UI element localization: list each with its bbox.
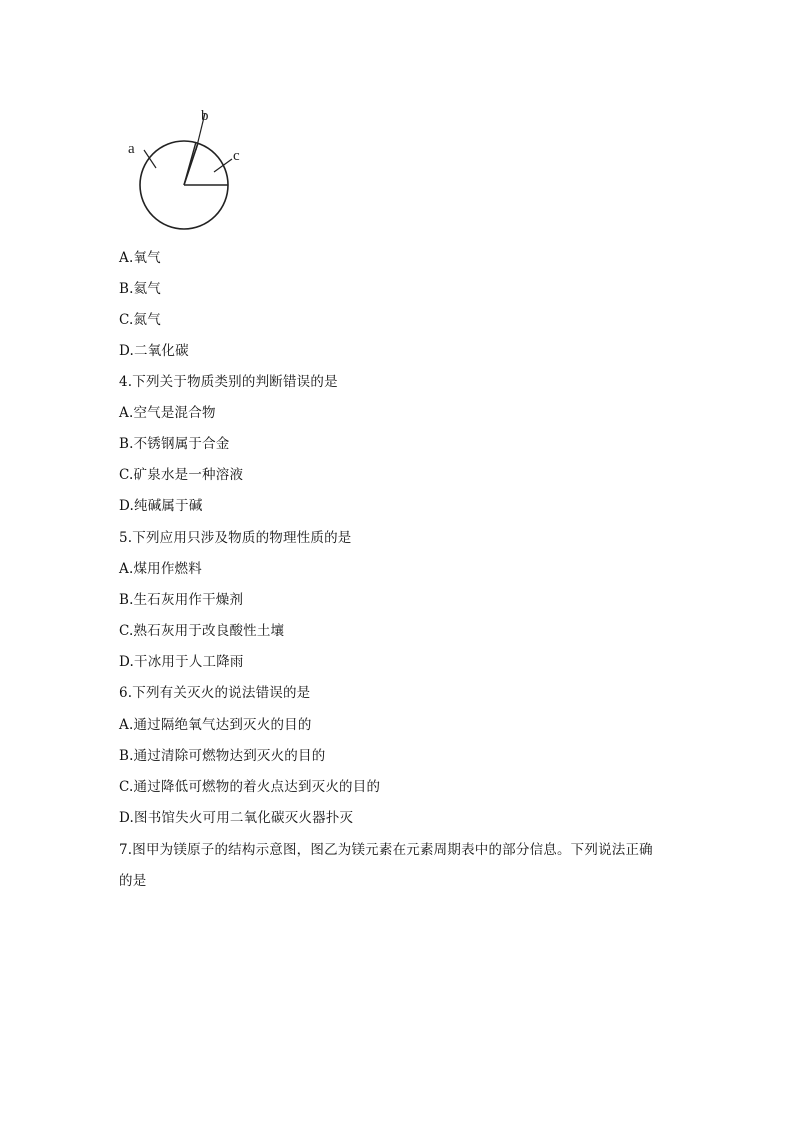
air-composition-circle (118, 108, 258, 238)
question-5: 5.下列应用只涉及物质的物理性质的是 (119, 530, 352, 546)
label-c: c (233, 148, 240, 164)
label-a: a (128, 141, 135, 157)
option-d-carbon-dioxide: D.二氧化碳 (119, 343, 189, 359)
q5-option-c: C.熟石灰用于改良酸性土壤 (119, 623, 285, 639)
question-7-line-1: 7.图甲为镁原子的结构示意图，图乙为镁元素在元素周期表中的部分信息。下列说法正确 (119, 842, 653, 858)
question-7-line-2: 的是 (119, 873, 147, 889)
question-4: 4.下列关于物质类别的判断错误的是 (119, 374, 338, 390)
q4-option-a: A.空气是混合物 (119, 405, 216, 421)
q4-option-c: C.矿泉水是一种溶液 (119, 467, 244, 483)
q5-option-b: B.生石灰用作干燥剂 (119, 592, 244, 608)
pie-diagram (118, 108, 258, 238)
leader-line-c (214, 159, 232, 172)
option-a-oxygen: A.氧气 (119, 250, 161, 266)
option-b-helium: B.氦气 (119, 281, 162, 297)
q6-option-b: B.通过清除可燃物达到灭火的目的 (119, 748, 326, 764)
q6-option-c: C.通过降低可燃物的着火点达到灭火的目的 (119, 779, 381, 795)
q5-option-d: D.干冰用于人工降雨 (119, 654, 244, 670)
q6-option-a: A.通过隔绝氧气达到灭火的目的 (119, 717, 312, 733)
q4-option-d: D.纯碱属于碱 (119, 498, 203, 514)
sector-line-upper (184, 142, 196, 185)
q5-option-a: A.煤用作燃料 (119, 561, 202, 577)
question-6: 6.下列有关灭火的说法错误的是 (119, 685, 311, 701)
q4-option-b: B.不锈钢属于合金 (119, 436, 230, 452)
label-b: b (201, 108, 209, 124)
q6-option-d: D.图书馆失火可用二氧化碳灭火器扑灭 (119, 810, 354, 826)
option-c-nitrogen: C.氮气 (119, 312, 161, 328)
